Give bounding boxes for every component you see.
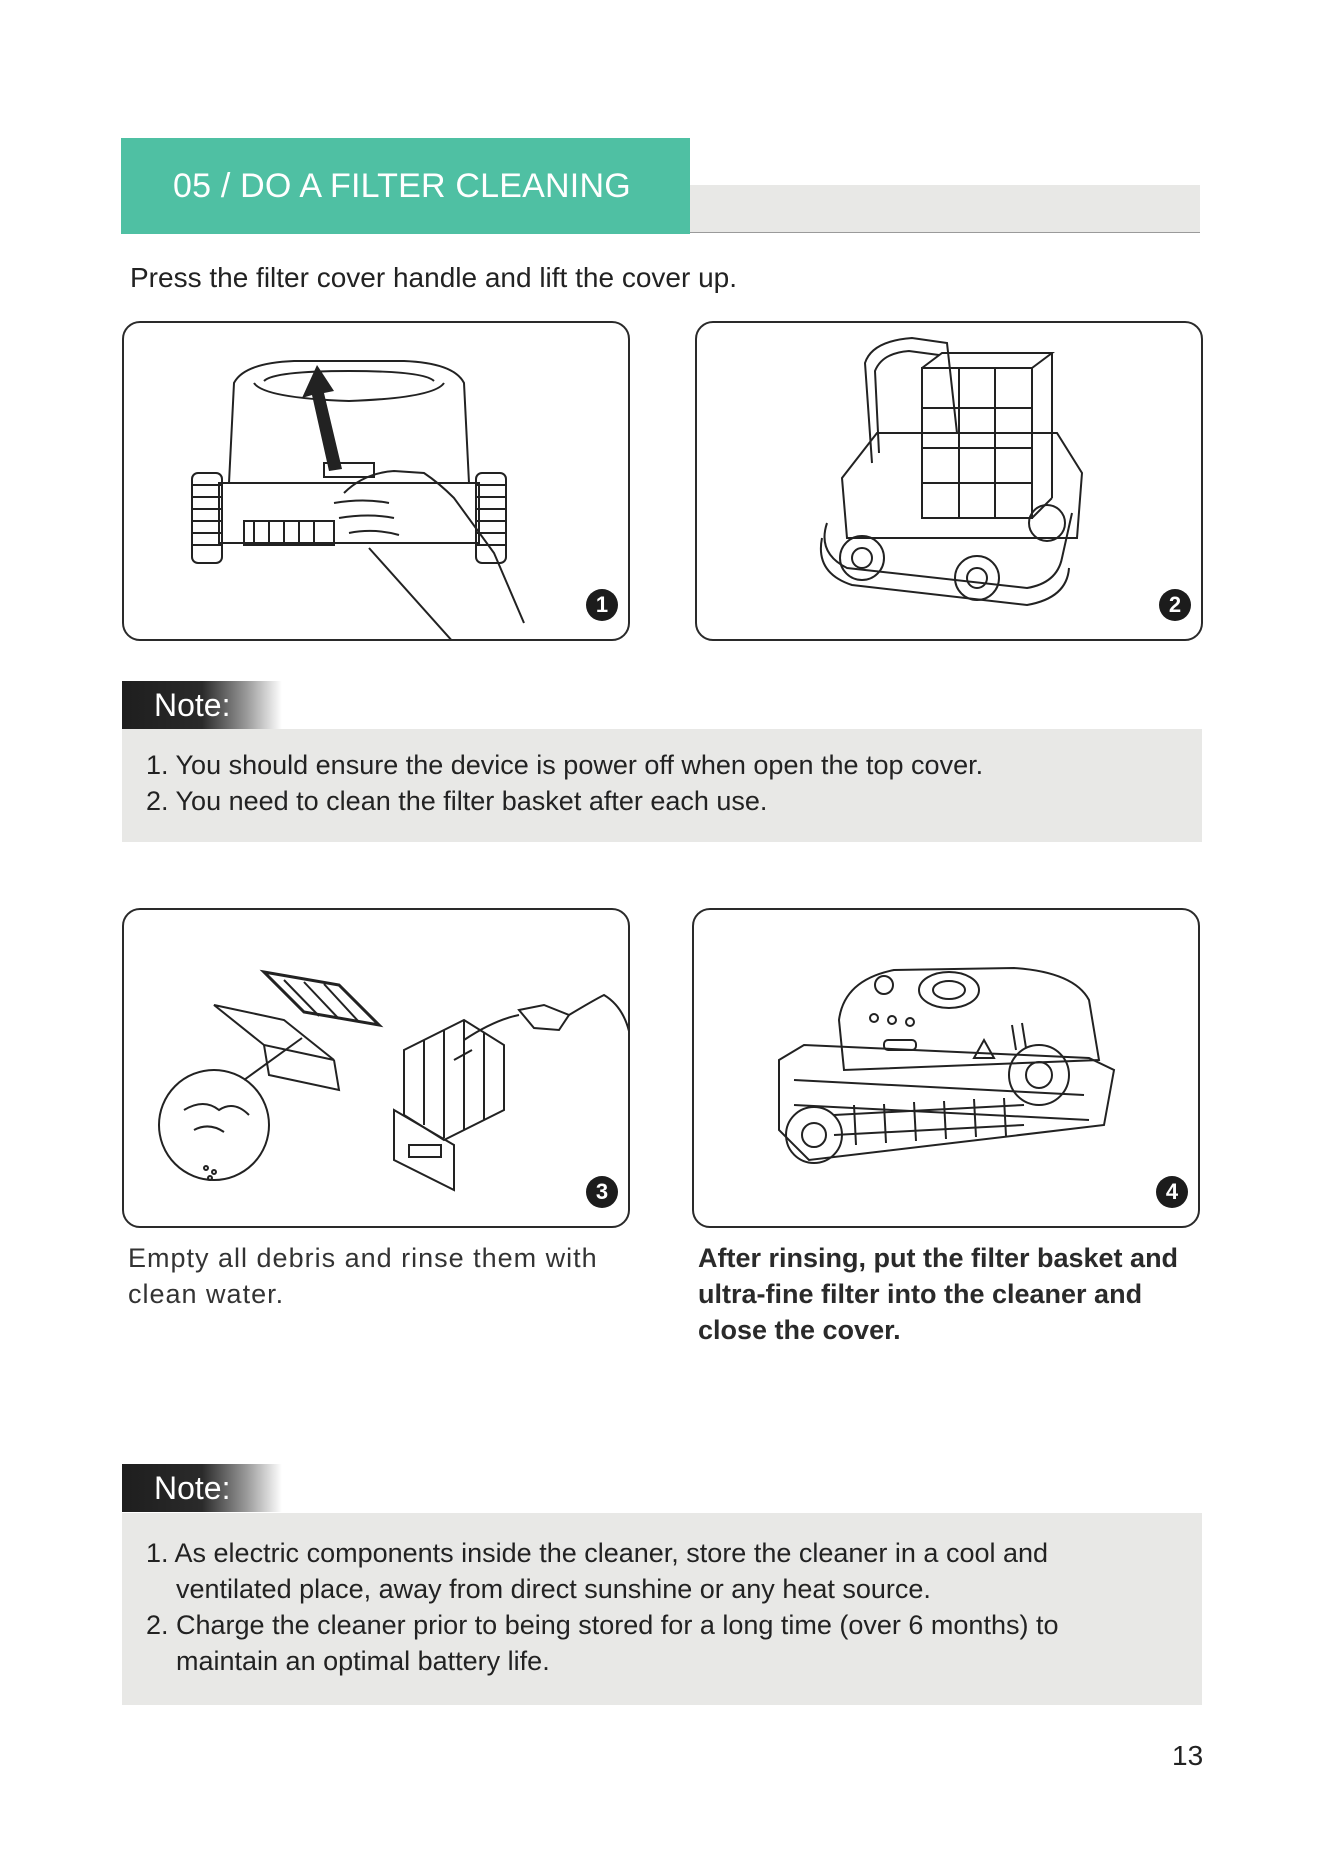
- step-badge: 3: [586, 1176, 618, 1208]
- step-badge: 2: [1159, 589, 1191, 621]
- note-line: 2. You need to clean the filter basket after each use.: [146, 786, 768, 816]
- note-line: ventilated place, away from direct sunshine or any heat source.: [176, 1574, 931, 1604]
- section-title: 05 / DO A FILTER CLEANING: [121, 138, 690, 234]
- step-4-illustration: [692, 908, 1200, 1228]
- section-header-band: [690, 185, 1200, 233]
- note-line: 1. You should ensure the device is power off when open the top cover.: [146, 750, 984, 780]
- step-3-caption: Empty all debris and rinse them with clean water.: [128, 1243, 598, 1309]
- step-2-illustration: [695, 321, 1203, 641]
- step-badge: 4: [1156, 1176, 1188, 1208]
- robot-closed-illustration: [694, 910, 1200, 1228]
- step-1-illustration: [122, 321, 630, 641]
- page-number: 13: [1172, 1740, 1204, 1771]
- note-line: maintain an optimal battery life.: [176, 1646, 550, 1676]
- note-line: 2. Charge the cleaner prior to being stored for a long time (over 6 months) to: [146, 1610, 1059, 1640]
- robot-lift-cover-illustration: [124, 323, 630, 641]
- note-line: 1. As electric components inside the cleaner, store the cleaner in a cool and: [146, 1538, 1049, 1568]
- step-3-illustration: [122, 908, 630, 1228]
- instruction-text: Press the filter cover handle and lift the cover up.: [130, 262, 737, 293]
- step-badge: 1: [586, 589, 618, 621]
- note-label: Note:: [122, 681, 282, 729]
- note-label: Note:: [122, 1464, 282, 1512]
- note-box: [122, 1513, 1202, 1705]
- robot-open-cover-illustration: [697, 323, 1203, 641]
- rinse-filter-illustration: [124, 910, 630, 1228]
- note-box: [122, 729, 1202, 842]
- step-4-caption: After rinsing, put the filter basket and ultra-fine filter into the cleaner and close the cover.: [698, 1243, 1179, 1345]
